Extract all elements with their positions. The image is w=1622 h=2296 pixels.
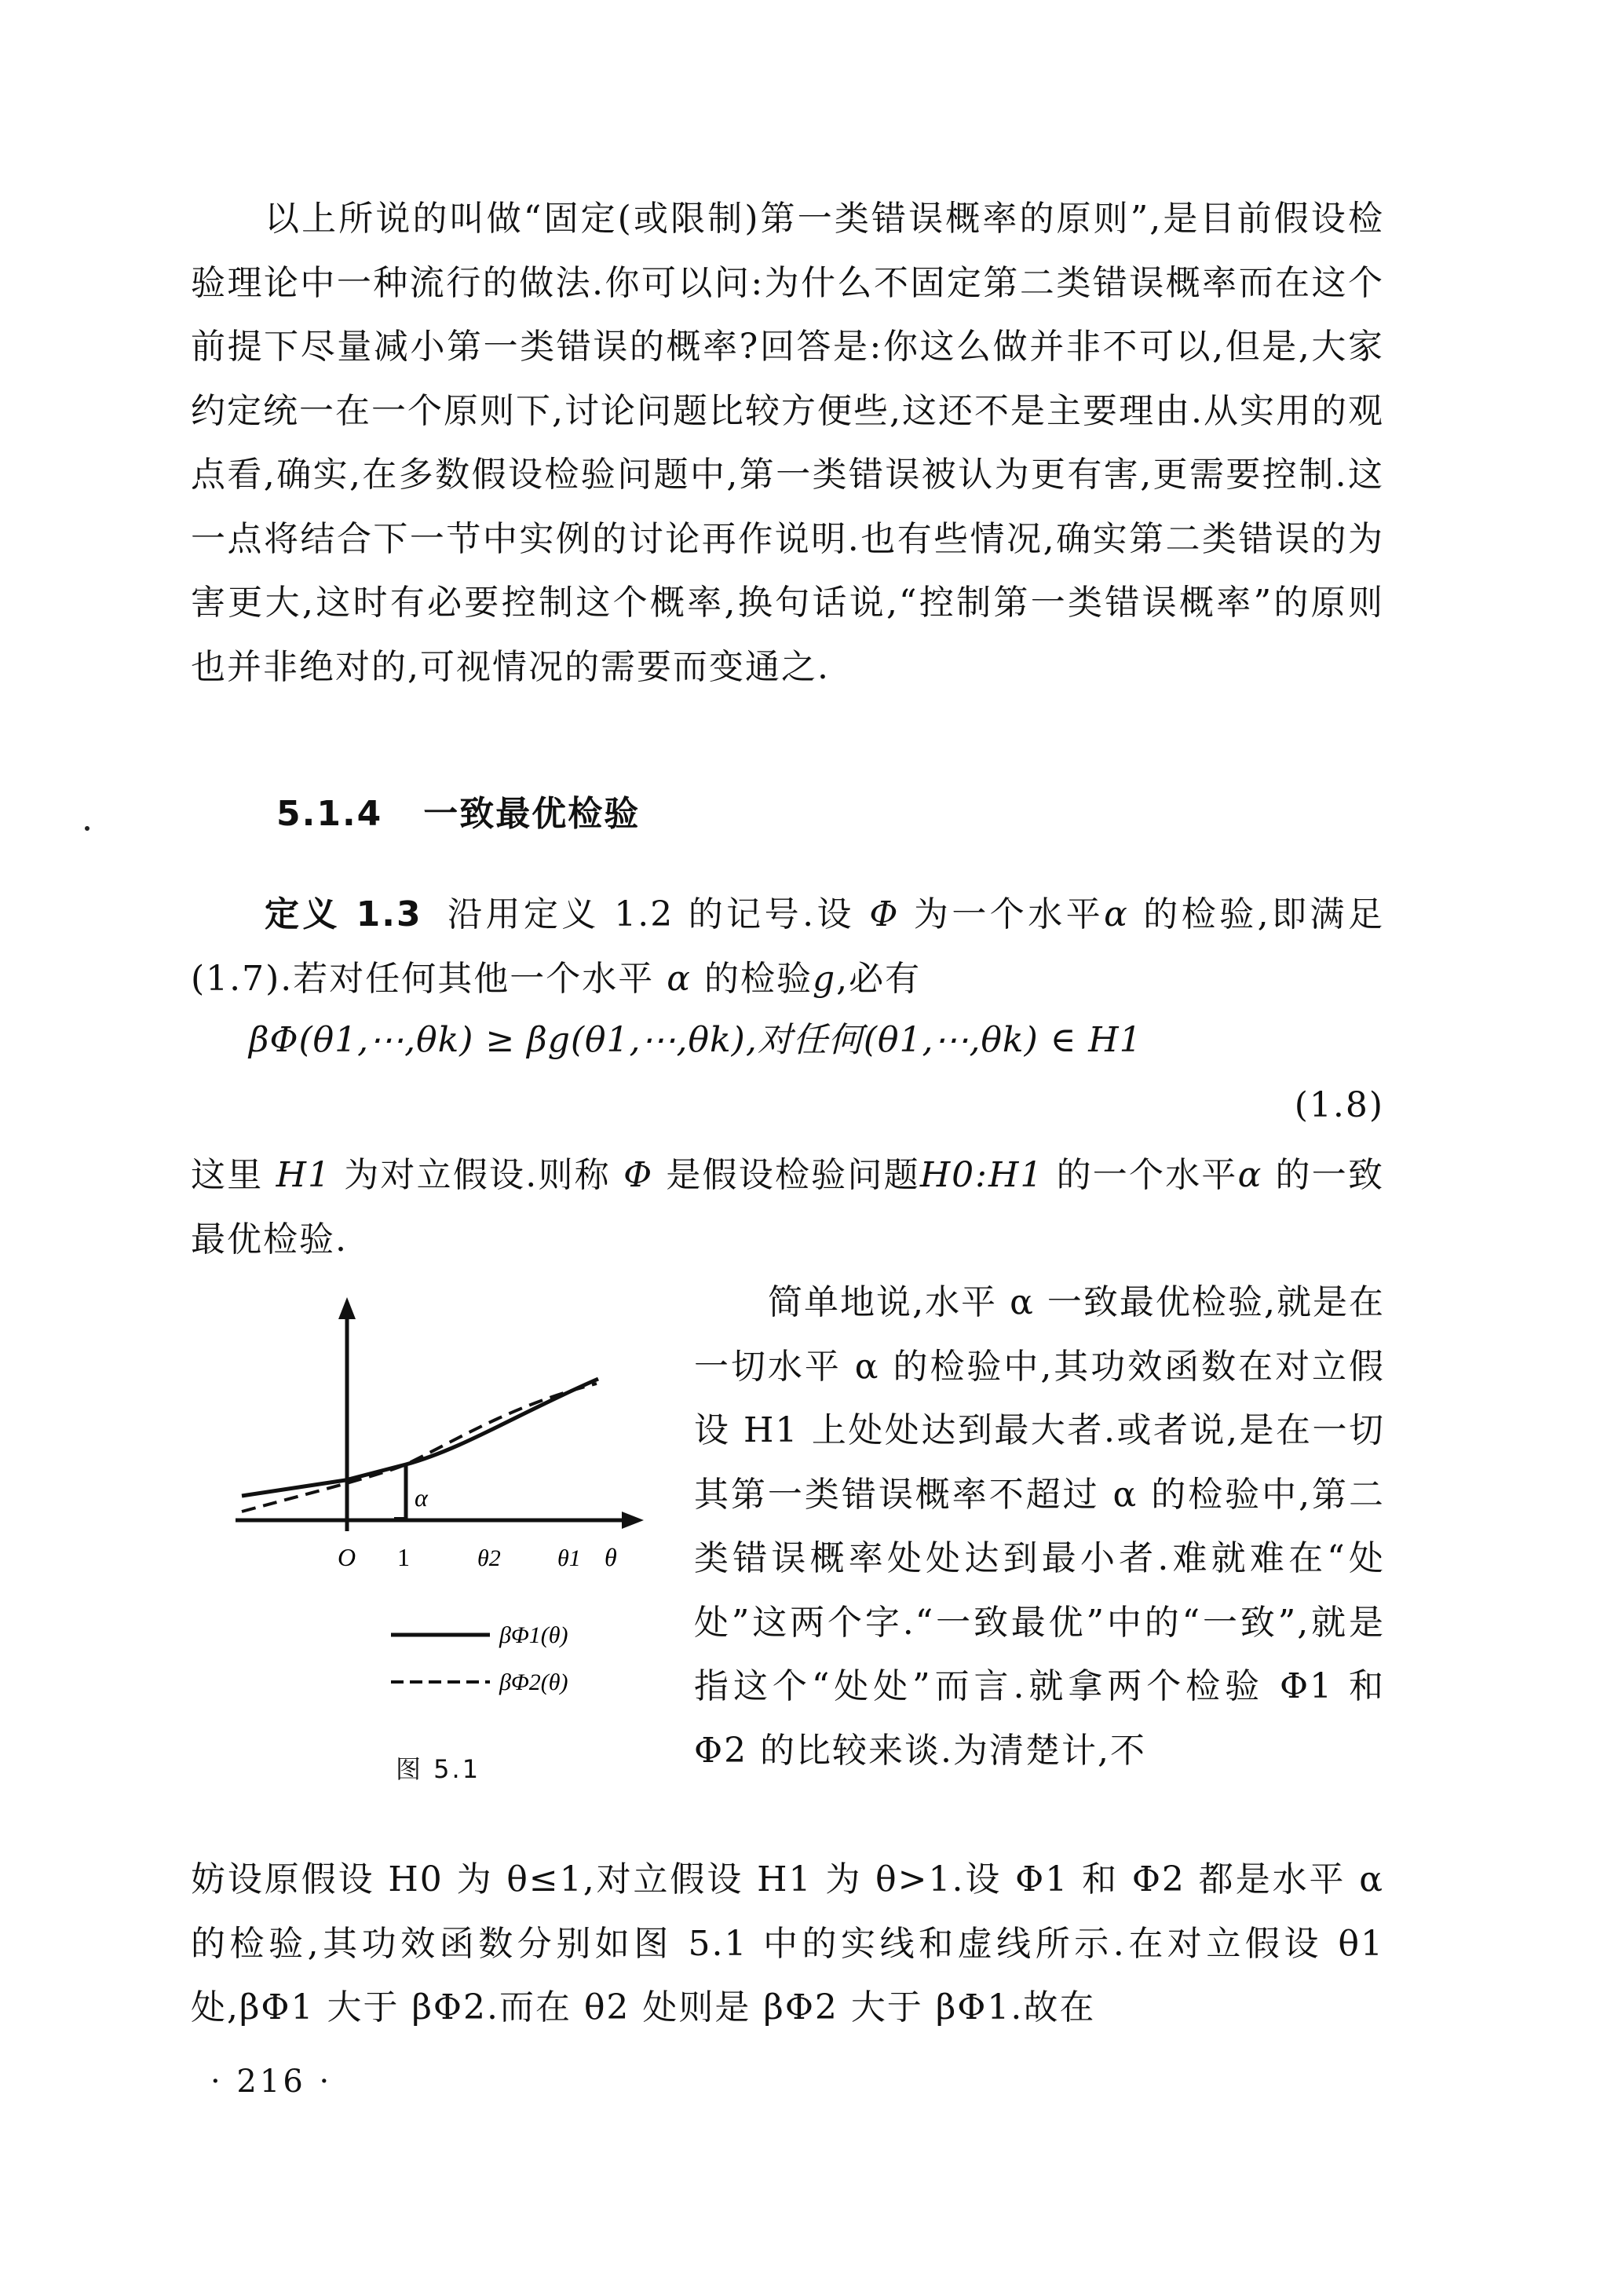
definition-text-e: ,必有 — [836, 958, 922, 999]
definition-text-c: 的检验,即满足(1.7).若对任何其他一个水平 — [191, 894, 1384, 999]
closing-paragraph: 妨设原假设 H0 为 θ≤1,对立假设 H1 为 θ>1.设 Φ1 和 Φ2 都是水平 α 的检验,其功效函数分别如图 5.1 中的实线和虚线所示.在对立假设 θ1 处,βΦ1 大于 βΦ2.而在 θ2 处则是 βΦ2 大于 βΦ1.故在 — [191, 1859, 1384, 2027]
side-paragraph: 简单地说,水平 α 一致最优检验,就是在一切水平 α 的检验中,其功效函数在对立假设 H1 上处处达到最大者.或者说,是在一切其第一类错误概率不超过 α 的检验中,第二类错误概率处处达到最小者.难就难在“处处”这两个字.“一致最优”中的“一致”,就是指这个“处处”而言.就拿两个检验 Φ1 和 Φ2 的比较来谈.为清楚计,不 — [694, 1282, 1385, 1771]
alpha-label: α — [415, 1483, 428, 1512]
paragraph-principle: 以上所说的叫做“固定(或限制)第一类错误概率的原则”,是目前假设检验理论中一种流行的做法.你可以问:为什么不固定第二类错误概率而在这个前提下尽量减小第一类错误的概率?回答是:你这么做并非不可以,但是,大家约定统一在一个原则下,讨论问题比较方便些,这还不是主要理由.从实用的观点看,确实,在多数假设检验问题中,第一类错误被认为更有害,更需要控制.这一点将结合下一节中实例的讨论再作说明.也有些情况,确实第二类错误的为害更大,这时有必要控制这个概率,换句话说,“控制第一类错误概率”的原则也并非绝对的,可视情况的需要而变通之. — [191, 199, 1384, 687]
p2-h1: H1 — [276, 1155, 331, 1195]
p2-phi: Φ — [623, 1155, 654, 1195]
page-number: · 216 · — [210, 2064, 333, 2100]
definition-alpha-1: α — [1104, 894, 1129, 934]
definition-label: 定义 1.3 — [265, 894, 422, 934]
section-number: 5.1.4 — [276, 794, 383, 834]
figure-caption: 图 5.1 — [396, 1754, 481, 1784]
formula-1-8: βΦ(θ1,⋯,θk) ≥ βg(θ1,⋯,θk),对任何(θ1,⋯,θk) ∈ H1 — [249, 1020, 1142, 1060]
definition-text-d: 的检验 — [692, 958, 813, 999]
theta-label: θ — [605, 1543, 617, 1571]
margin-dot — [85, 826, 90, 831]
definition-alpha-2: α — [667, 958, 692, 999]
definition-text-a: 沿用定义 1.2 的记号.设 — [445, 894, 870, 934]
conclusion-paragraph — [191, 1143, 1384, 1271]
one-label: 1 — [397, 1543, 410, 1571]
equation-number: (1.8) — [1294, 1085, 1384, 1125]
legend-solid-label: βΦ1(θ) — [499, 1622, 568, 1648]
solid-power-curve — [242, 1379, 598, 1496]
legend-dashed-label: βΦ2(θ) — [499, 1669, 568, 1695]
theta2-label: θ2 — [477, 1545, 501, 1571]
theta1-label: θ1 — [557, 1545, 581, 1571]
definition-text-b: 为一个水平 — [899, 894, 1105, 934]
figure-5-1 — [228, 1296, 652, 1798]
p2-alpha: α — [1237, 1155, 1263, 1195]
p2-text-c: 是假设检验问题 — [653, 1155, 920, 1195]
p2-text-d: 的一个水平 — [1043, 1155, 1238, 1195]
definition-paragraph — [191, 883, 1384, 1011]
section-title: 一致最优检验 — [423, 794, 641, 834]
power-function-diagram — [228, 1296, 652, 1798]
p2-h0h1: H0:H1 — [919, 1155, 1044, 1195]
p2-text-a: 这里 — [191, 1155, 276, 1195]
definition-phi: Φ — [869, 894, 900, 934]
p2-text-b: 为对立假设.则称 — [331, 1155, 624, 1195]
x-axis-arrow-icon — [622, 1512, 644, 1529]
definition-g: g — [813, 958, 837, 999]
y-axis-arrow-icon — [338, 1297, 356, 1319]
p2-text-e: 的一致最优检验. — [191, 1155, 1384, 1260]
origin-label: O — [338, 1543, 356, 1571]
section-heading — [276, 785, 640, 835]
